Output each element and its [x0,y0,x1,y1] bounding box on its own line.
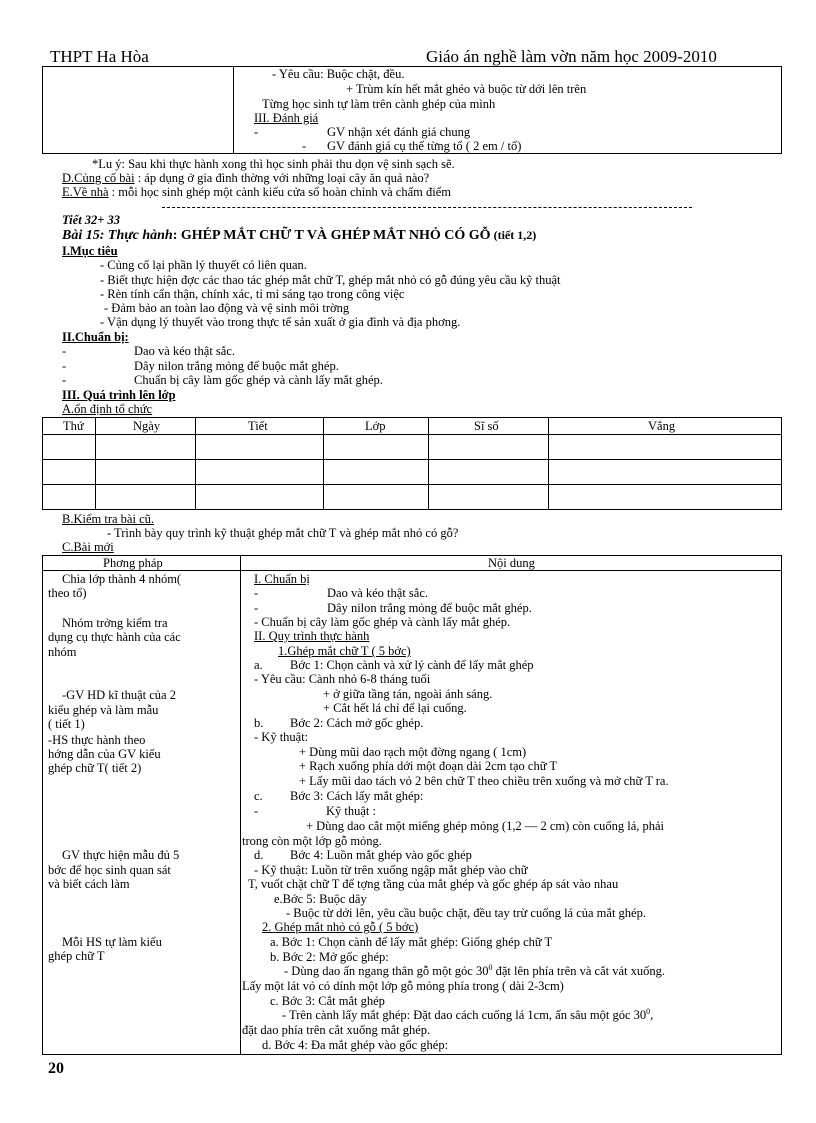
attendance-row-line [42,484,782,485]
content-line: - Chuẩn bị cây làm gốc ghép và cành lấy mắt ghép. [254,615,511,629]
content-line: + Dùng mũi dao rạch một đờng ngang ( 1cm) [299,745,527,759]
content-step-letter: c. [254,789,263,803]
content-text: - Dùng dao ấn ngang thân gỗ một góc 30 [284,964,489,978]
top-dash: - [254,125,259,139]
attendance-col-line [323,417,324,510]
method-line: dụng cụ thực hành của các [48,630,181,644]
content-line: Bớc 4: Luồn mắt ghép vào gốc ghép [290,848,472,862]
method-line: và biết cách làm [48,877,130,891]
new-lesson-heading: C.Bài mới [62,540,114,554]
content-text: - Trên cành lấy mắt ghép: Đặt dao cách cuống lá 1cm, ấn sâu một góc 30 [282,1008,647,1022]
attendance-col-line [195,417,196,510]
method-line: GV thực hiện mẫu đủ 5 [62,848,180,862]
content-line: - Kỹ thuật: [254,730,309,744]
method-line: -HS thực hành theo [48,733,146,747]
objective-item: - Củng cố lại phần lý thuyết có liên quan. [100,258,307,272]
review-question: - Trình bày quy trình kỹ thuật ghép mắt chữ T và ghép mắt nhỏ có gỗ? [107,526,459,540]
degree-superscript: 0 [488,963,493,972]
content-step-letter: b. [254,716,264,730]
top-line: - Yêu cầu: Buộc chặt, đều. [272,67,405,81]
document-subject: Giáo án nghề làm vờn năm học 2009-2010 [426,47,717,66]
review-heading: B.Kiểm tra bài cũ. [62,512,154,526]
content-line: Lấy một lát vỏ có dính một lớp gỗ mỏng phía trong ( dài 2-3cm) [242,979,564,993]
top-dash: - [302,139,307,153]
method-line: Chia lớp thành 4 nhóm( [62,572,182,586]
attendance-header-period: Tiết [248,419,268,433]
content-step-letter: d. [254,848,264,862]
note-luy: *Lu ý: Sau khi thực hành xong thì học sinh phải thu dọn vệ sinh sạch sẽ. [92,157,455,171]
prep-item: Chuẩn bị cây làm gốc ghép và cành lấy mắt ghép. [134,373,383,387]
lesson-name: : GHÉP MẮT CHỮ T VÀ GHÉP MẮT NHỎ CÓ GỖ [172,228,491,243]
method-line: theo tổ) [48,586,87,600]
process-heading: III. Quá trình lên lớp [62,388,176,402]
method-line: -GV HD kĩ thuật của 2 [62,688,176,702]
content-line: a. Bớc 1: Chọn cành để lấy mắt ghép: Giống ghép chữ T [270,935,553,949]
content-line: đặt dao phía trên cắt xuống mắt ghép. [242,1023,431,1037]
top-line-heading: III. Đánh giá [254,111,319,125]
prep-dash: - [62,359,67,373]
attendance-header-count: Sĩ số [474,419,499,433]
content-line: - Yêu cầu: Cành nhỏ 6-8 tháng tuổi [254,672,431,686]
content-line [284,964,665,978]
method-line: hớng dẫn của GV kiểu [48,747,161,761]
content-line: - Buộc từ dới lên, yêu cầu buộc chặt, đều tay trừ cuống lá của mắt ghép. [286,906,646,920]
attendance-col-line [95,417,96,510]
content-line: Bớc 2: Cách mở gốc ghép. [290,716,424,730]
content-line: II. Quy trình thực hành [254,629,370,643]
prep-dash: - [62,344,67,358]
preparation-heading: II.Chuẩn bị: [62,330,129,344]
lesson-period: Tiết 32+ 33 [62,213,121,227]
class-organization: A.ổn định tổ chức [62,402,153,416]
content-text: , [650,1008,654,1022]
content-line: Kỹ thuật : [326,804,376,818]
content-line: Bớc 1: Chọn cành và xử lý cành để lấy mắt ghép [290,658,534,672]
attendance-header-absent: Vắng [648,419,676,433]
content-line: + ở giữa tầng tán, ngoài ánh sáng. [323,687,493,701]
prep-item: Dây nilon trắng mỏng để buộc mắt ghép. [134,359,339,373]
note-ve-nha [62,185,451,199]
cung-co-label: D.Củng cố bài [62,171,135,185]
content-column-header: Nội dung [488,556,535,570]
content-step-letter: a. [254,658,263,672]
note-cung-co [62,171,429,185]
content-line: T, vuốt chặt chữ T để tợng tầng của mắt ghép và gốc ghép áp sát vào nhau [248,877,619,891]
objectives-heading: I.Mục tiêu [62,244,118,258]
separator-line [162,207,692,208]
lesson-label: Bài 15: Thực hành [62,228,173,243]
content-line: 1.Ghép mắt chữ T ( 5 bớc) [278,644,411,658]
content-line: c. Bớc 3: Cắt mắt ghép [270,994,385,1008]
method-line: ghép chữ T [48,949,105,963]
objective-item: - Biết thực hiện đợc các thao tác ghép mắt chữ T, ghép mắt nhỏ có gỗ đúng yêu cầu kỹ thuật [100,273,561,287]
top-line: GV đánh giá cụ thể từng tổ ( 2 em / tổ) [327,139,522,153]
content-dash: - [254,804,259,818]
main-table-header-line [42,570,782,571]
lesson-title [62,227,536,244]
method-line: kiểu ghép và làm mẫu [48,703,159,717]
top-table-divider [233,66,234,154]
content-line: trong còn một lớp gỗ mỏng. [242,834,382,848]
top-line: Từng học sinh tự làm trên cành ghép của mình [262,97,496,111]
method-column-header: Phơng pháp [103,556,163,570]
content-line: - Kỹ thuật: Luồn từ trên xuống ngập mắt ghép vào chữ [254,863,528,877]
content-line: I. Chuẩn bị [254,572,310,586]
content-dash: - [254,601,259,615]
prep-item: Dao và kéo thật sắc. [134,344,236,358]
objective-item: - Vận dụng lý thuyết vào trong thực tế sản xuất ở gia đình và địa phơng. [100,315,461,329]
prep-dash: - [62,373,67,387]
method-line: ghép chữ T( tiết 2) [48,761,142,775]
objective-item: - Rèn tính cẩn thận, chính xác, tỉ mỉ sáng tạo trong công việc [100,287,405,301]
method-line: Mỗi HS tự làm kiểu [62,935,162,949]
cung-co-text: : áp dụng ở gia đình thờng với những loại cây ăn quả nào? [134,171,430,185]
method-line: nhóm [48,645,77,659]
school-name: THPT Ha Hòa [50,47,149,66]
content-dash: - [254,586,259,600]
attendance-header-day: Thứ [63,419,84,433]
lesson-suffix: (tiết 1,2) [490,228,537,242]
content-line: + Cắt hết lá chỉ để lại cuống. [323,701,467,715]
top-line: GV nhận xét đánh giá chung [327,125,471,139]
attendance-row-line [42,459,782,460]
objective-item: - Đảm bảo an toàn lao động và vệ sinh môi trờng [104,301,350,315]
content-line: Dây nilon trắng mỏng để buộc mắt ghép. [327,601,532,615]
content-line: e.Bớc 5: Buộc dây [274,892,367,906]
content-line: Dao và kéo thật sắc. [327,586,429,600]
method-line: Nhóm trởng kiểm tra [62,616,168,630]
attendance-row-line [42,434,782,435]
page-number: 20 [48,1060,64,1077]
main-table-divider [240,555,241,1055]
content-line: Bớc 3: Cách lấy mắt ghép: [290,789,424,803]
attendance-col-line [428,417,429,510]
method-line: bớc để học sinh quan sát [48,863,171,877]
top-line: + Trùm kín hết mắt ghéo và buộc từ dới lên trên [346,82,587,96]
content-line: 2. Ghép mắt nhỏ có gỗ ( 5 bớc) [262,920,419,934]
ve-nha-label: E.Về nhà [62,185,109,199]
attendance-header-date: Ngày [133,419,161,433]
content-line: + Dùng dao cắt một miếng ghép mỏng (1,2 — 2 cm) còn cuống lá, phải [306,819,665,833]
content-line: + Rạch xuống phía dới một đoạn dài 2cm tạo chữ T [299,759,558,773]
ve-nha-text: : mỗi học sinh ghép một cành kiểu cửa sổ hoàn chỉnh và chấm điểm [108,185,451,199]
attendance-header-class: Lớp [365,419,386,433]
content-text: đặt lên phía trên và cắt vát xuống. [492,964,665,978]
content-line: d. Bớc 4: Đa mắt ghép vào gốc ghép: [262,1038,449,1052]
content-line [282,1008,653,1022]
degree-superscript: 0 [646,1007,651,1016]
content-line: + Lấy mũi dao tách vỏ 2 bên chữ T theo chiều trên xuống và mở chữ T ra. [299,774,669,788]
content-line: b. Bớc 2: Mở gốc ghép: [270,950,389,964]
attendance-col-line [548,417,549,510]
method-line: ( tiết 1) [48,717,85,731]
